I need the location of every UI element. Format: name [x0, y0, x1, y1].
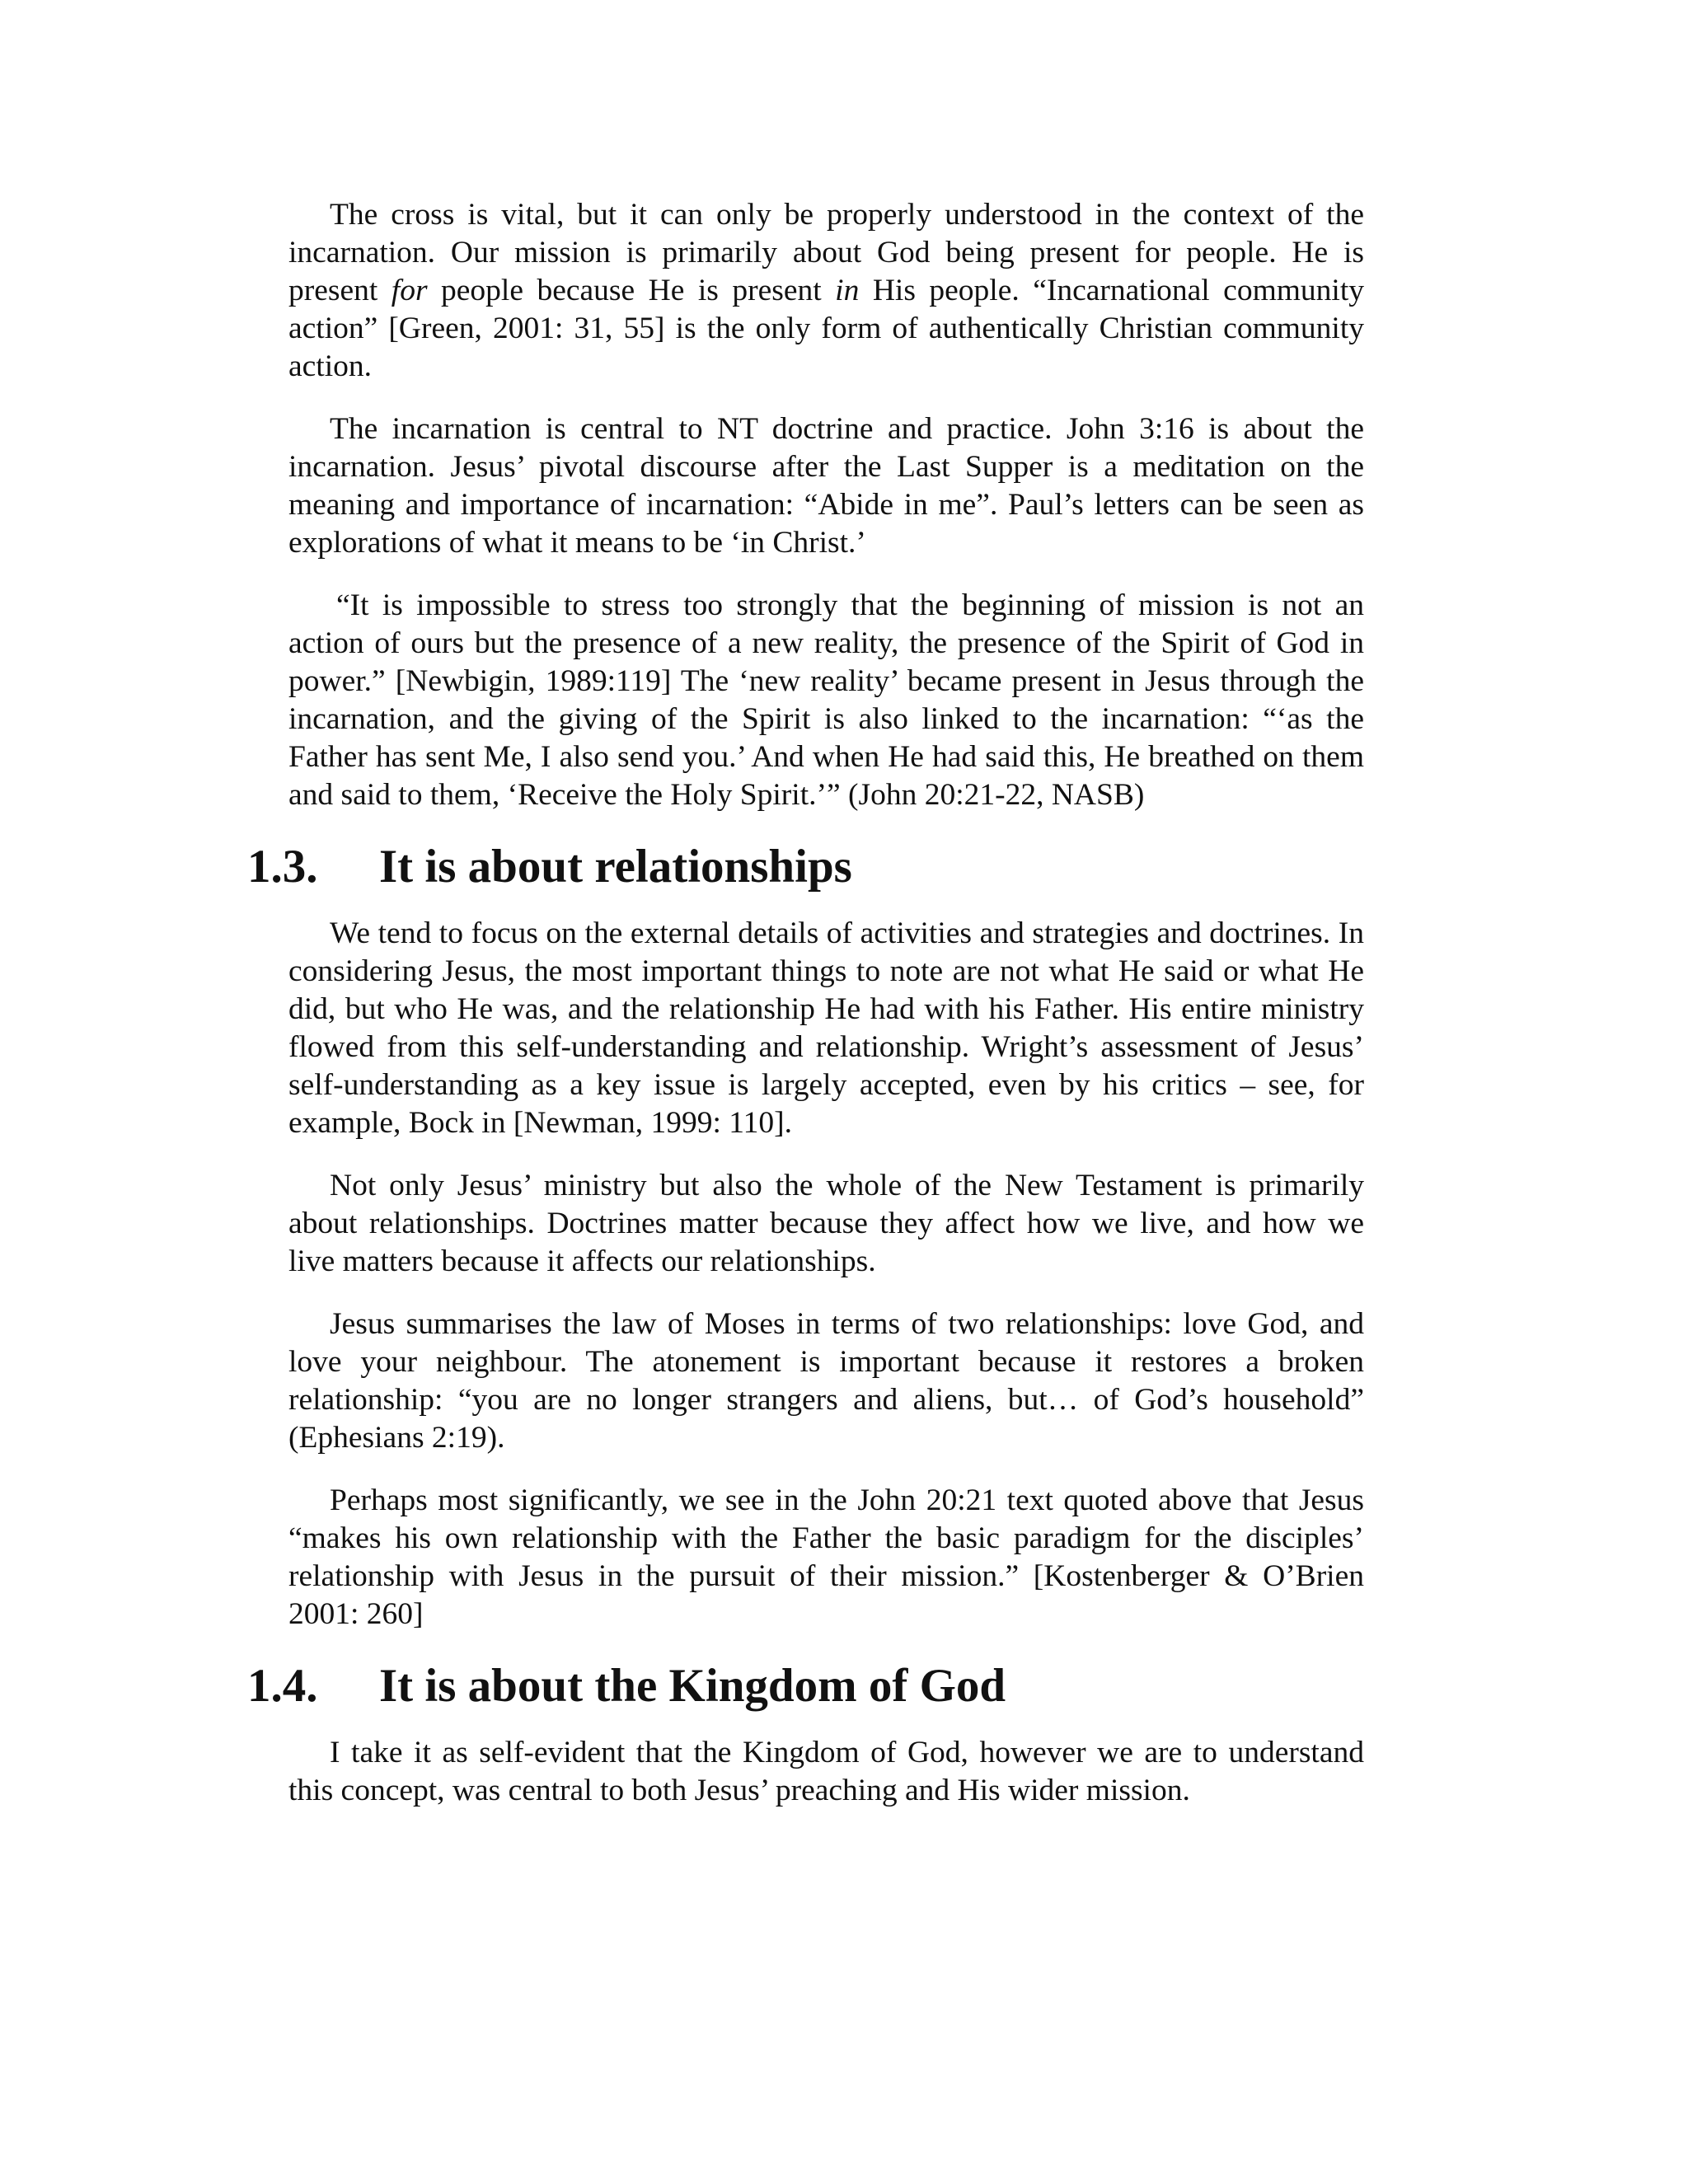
paragraph-text: people because He is present	[427, 274, 836, 307]
emphasis-in: in	[835, 274, 860, 307]
paragraph-law-of-moses: Jesus summarises the law of Moses in terms of two relationships: love God, and love your neighbour. The atonement is important because it restores a broken relationship: “you are no longer strangers and aliens, but… of God’s household” (Ephesians 2:19).	[288, 1307, 1364, 1455]
paragraph-text: The cross is vital, but it can only be properly understood in the context of the incarnation. Our mission is primarily about God being present for people. He is present	[288, 198, 1364, 307]
section-title: It is about the Kingdom of God	[379, 1660, 1006, 1712]
section-number: 1.3.	[247, 841, 318, 893]
emphasis-for: for	[391, 274, 428, 307]
paragraph-external-details: We tend to focus on the external details of activities and strategies and doctrines. In considering Jesus, the most important things to note are not what He said or what He did, but who He was, and the relationship He had with his Father. His entire ministry flowed from this self-understanding and relationship. Wright’s assessment of Jesus’ self-understanding as a key issue is largely accepted, even by his critics – see, for example, Bock in [Newman, 1999: 110].	[288, 916, 1364, 1140]
section-title: It is about relationships	[379, 841, 852, 893]
paragraph-kingdom-of-god: I take it as self-evident that the Kingdom of God, however we are to understand this concept, was central to both Jesus’ preaching and His wider mission.	[288, 1736, 1364, 1807]
page-content	[247, 196, 1364, 1835]
section-heading-1-3	[247, 839, 1364, 895]
paragraph-incarnation-central: The incarnation is central to NT doctrine and practice. John 3:16 is about the incarnation. Jesus’ pivotal discourse after the Last Supper is a meditation on the meaning and importance of incarnation: “Abide in me”. Paul’s letters can be seen as explorations of what it means to be ‘in Christ.’	[288, 412, 1364, 560]
paragraph-text: His people. “Incarnational community action” [Green, 2001: 31, 55] is the only form of authentically Christian community action.	[288, 274, 1364, 383]
section-number: 1.4.	[247, 1660, 318, 1712]
paragraph-john-20-21: Perhaps most significantly, we see in the John 20:21 text quoted above that Jesus “makes his own relationship with the Father the basic paradigm for the disciples’ relationship with Jesus in the pursuit of their mission.” [Kostenberger & O’Brien 2001: 260]	[288, 1483, 1364, 1631]
paragraph-cross-incarnation	[288, 196, 1364, 386]
paragraph-new-testament-relationships: Not only Jesus’ ministry but also the whole of the New Testament is primarily about relationships. Doctrines matter because they affect how we live, and how we live matters because it affects our relationships.	[288, 1169, 1364, 1278]
section-heading-1-4	[247, 1658, 1364, 1714]
paragraph-newbigin-quote: “It is impossible to stress too strongly that the beginning of mission is not an action of ours but the presence of a new reality, the presence of the Spirit of God in power.” [Newbigin, 1989:119] The ‘new reality’ became present in Jesus through the incarnation, and the giving of the Spirit is also linked to the incarnation: “‘as the Father has sent Me, I also send you.’ And when He had said this, He breathed on them and said to them, ‘Receive the Holy Spirit.’” (John 20:21-22, NASB)	[288, 588, 1364, 812]
